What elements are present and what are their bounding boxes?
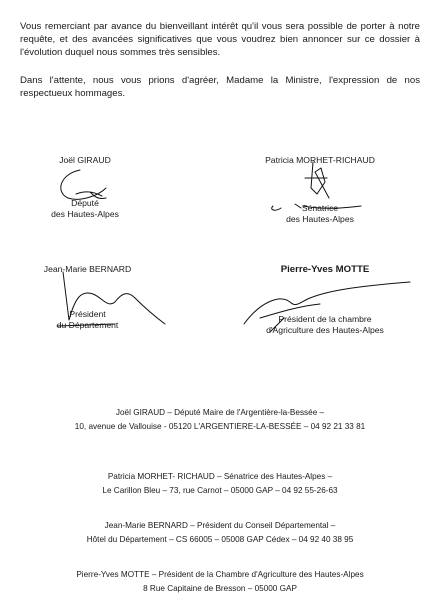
signatory-title-motte	[240, 314, 410, 336]
contact-line: Hôtel du Département – CS 66005 – 05008 GAP Cédex – 04 92 40 38 95	[86, 535, 354, 544]
title-line: du Département	[56, 320, 119, 330]
signatory-name-motte: Pierre-Yves MOTTE	[280, 264, 370, 275]
signatory-title-giraud	[20, 198, 150, 220]
signatory-name-morhet-richaud: Patricia MORHET-RICHAUD	[265, 155, 375, 165]
contact-line: Jean-Marie BERNARD – Président du Conseil Départemental –	[104, 521, 336, 530]
contact-line: 8 Rue Capitaine de Bresson – 05000 GAP	[143, 584, 297, 593]
salutation-paragraph: Dans l'attente, nous vous prions d'agréer, Madame la Ministre, l'expression de nos respectueux hommages.	[20, 75, 420, 99]
contact-line: Le Carillon Bleu – 73, rue Carnot – 05000 GAP – 04 92 55-26-63	[102, 486, 338, 495]
contact-line: Joël GIRAUD – Député Maire de l'Argentière-la-Bessée –	[115, 408, 325, 417]
signatory-name-giraud: Joël GIRAUD	[59, 155, 111, 165]
contact-block-bernard	[0, 519, 440, 547]
signatory-title-bernard	[20, 309, 155, 331]
contact-line: 10, avenue de Vallouise - 05120 L'ARGENTIERE-LA-BESSÉE – 04 92 21 33 81	[74, 422, 366, 431]
title-line: Député	[71, 198, 99, 208]
signatory-title-morhet-richaud	[245, 203, 395, 225]
contact-line: Pierre-Yves MOTTE – Président de la Chambre d'Agriculture des Hautes-Alpes	[76, 570, 364, 579]
title-line: d'Agriculture des Hautes-Alpes	[266, 325, 384, 335]
title-line: Président	[69, 309, 106, 319]
contact-block-morhet-richaud	[0, 470, 440, 498]
title-line: des Hautes-Alpes	[286, 214, 354, 224]
closing-paragraph: Vous remerciant par avance du bienveillant intérêt qu'il vous sera possible de porter à notre requête, et des avancées significatives que vous voudrez bien annoncer sur ce dossier à l'évolution duquel nous sommes très sensibles.	[20, 21, 420, 58]
title-line: Sénatrice	[301, 203, 339, 213]
contact-line: Patricia MORHET- RICHAUD – Sénatrice des Hautes-Alpes –	[107, 472, 333, 481]
title-line: Président de la chambre	[278, 314, 372, 324]
contact-block-motte	[0, 568, 440, 596]
contact-block-giraud	[0, 406, 440, 434]
signatory-name-bernard: Jean-Marie BERNARD	[43, 264, 132, 274]
title-line: des Hautes-Alpes	[51, 209, 119, 219]
